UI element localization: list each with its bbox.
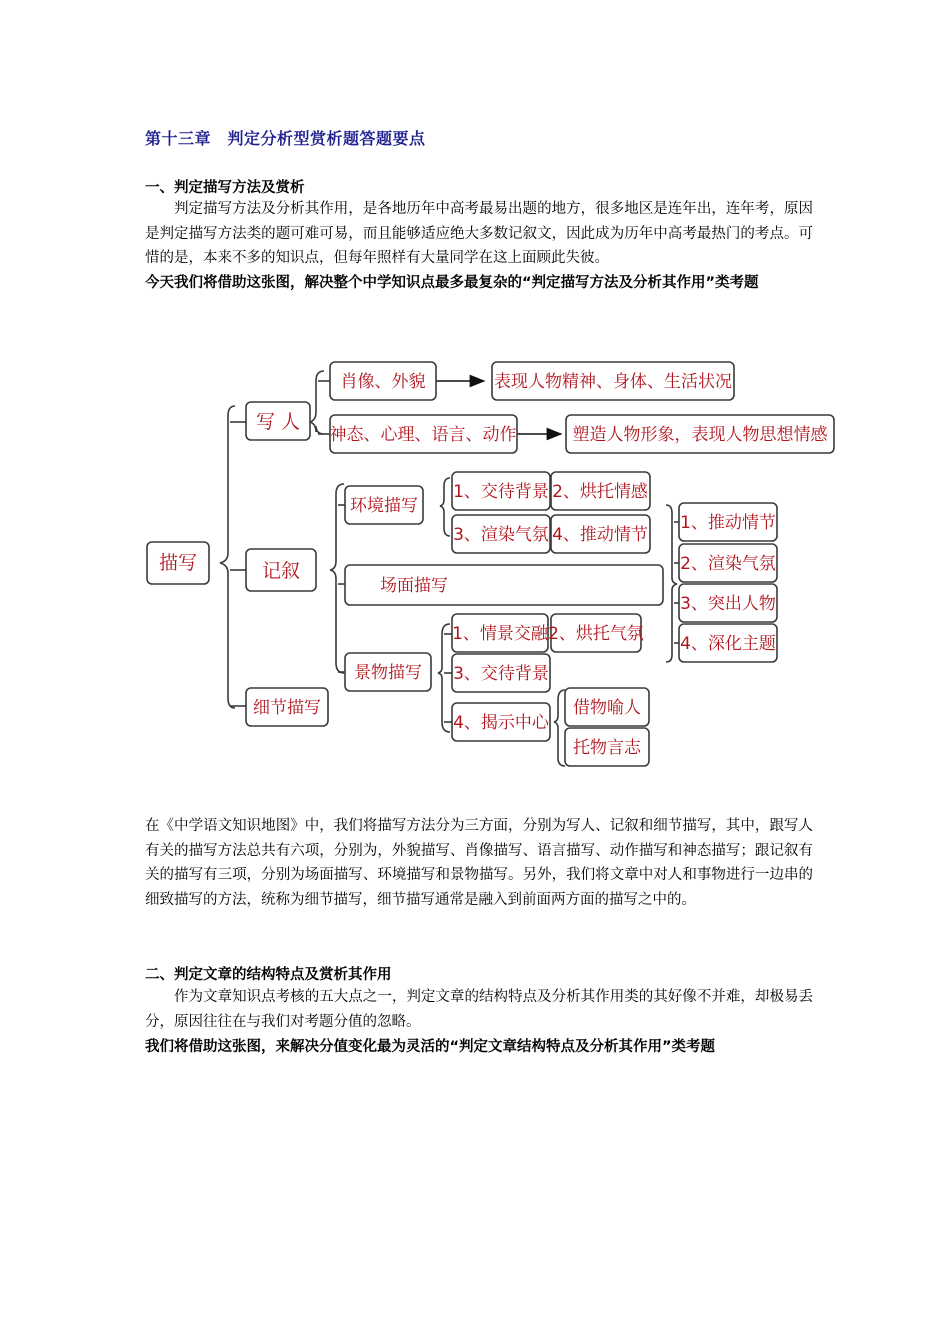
section2-intro: 作为文章知识点考核的五大点之一，判定文章的结构特点及分析其作用类的其好像不并难，却极易丢分，原因往往在与我们对考题分值的忽略。 <box>145 989 813 1030</box>
node-portrait-effect: 表现人物精神、身体、生活状况 <box>494 372 732 392</box>
node-scene: 场面描写 <box>380 576 448 596</box>
node-landscape: 景物描写 <box>354 663 422 683</box>
node-scene-1: 1、推动情节 <box>680 513 776 533</box>
section2-bold-line: 我们将借助这张图，来解决分值变化最为灵活的“判定文章结构特点及分析其作用”类考题 <box>145 1039 716 1055</box>
node-narrate: 记叙 <box>261 560 301 582</box>
node-land-4a: 借物喻人 <box>573 698 641 718</box>
node-manner: 神态、心理、语言、动作 <box>329 425 517 445</box>
chapter-title: 第十三章 判定分析型赏析题答题要点 <box>145 129 426 148</box>
node-land-4: 4、揭示中心 <box>453 713 549 733</box>
node-environment: 环境描写 <box>350 496 418 516</box>
node-env-3: 3、渲染气氛 <box>453 525 549 545</box>
node-land-4b: 托物言志 <box>573 738 641 758</box>
section1-heading: 一、判定描写方法及赏析 <box>145 180 305 196</box>
node-env-2: 2、烘托情感 <box>552 482 648 502</box>
node-env-1: 1、交待背景 <box>453 482 549 502</box>
node-portrait: 肖像、外貌 <box>340 372 426 392</box>
node-root: 描写 <box>158 552 198 574</box>
section1-bold-line: 今天我们将借助这张图，解决整个中学知识点最多最复杂的“判定描写方法及分析其作用”类考题 <box>145 275 759 291</box>
node-detail: 细节描写 <box>253 698 321 718</box>
mindmap-explanation: 在《中学语文知识地图》中，我们将描写方法分为三方面，分别为写人、记叙和细节描写，其中，跟写人有关的描写方法总共有六项，分别为，外貌描写、肖像描写、语言描写、动作描写和神态描写；跟记叙有关的描写有三项，分别为场面描写、环境描写和景物描写。另外，我们将文章中对人和事物进行一边串的细致描写的方法，统称为细节描写，细节描写通常是融入到前面两方面的描写之中的。 <box>145 818 813 908</box>
node-scene-4: 4、深化主题 <box>680 634 776 654</box>
section2-heading: 二、判定文章的结构特点及赏析其作用 <box>145 967 392 983</box>
node-land-2: 2、烘托气氛 <box>548 624 644 644</box>
node-env-4: 4、推动情节 <box>552 525 648 545</box>
node-write-person: 写 人 <box>255 411 301 433</box>
node-land-3: 3、交待背景 <box>453 664 549 684</box>
node-manner-effect: 塑造人物形象，表现人物思想情感 <box>572 425 828 445</box>
node-scene-3: 3、突出人物 <box>680 594 776 614</box>
node-scene-2: 2、渲染气氛 <box>680 554 776 574</box>
node-land-1: 1、情景交融 <box>452 624 548 644</box>
section1-intro: 判定描写方法及分析其作用，是各地历年中高考最易出题的地方，很多地区是连年出，连年考，原因是判定描写方法类的题可难可易，而且能够适应绝大多数记叙文，因此成为历年中高考最热门的考点。可惜的是，本来不多的知识点，但每年照样有大量同学在这上面顾此失彼。 <box>145 201 813 266</box>
